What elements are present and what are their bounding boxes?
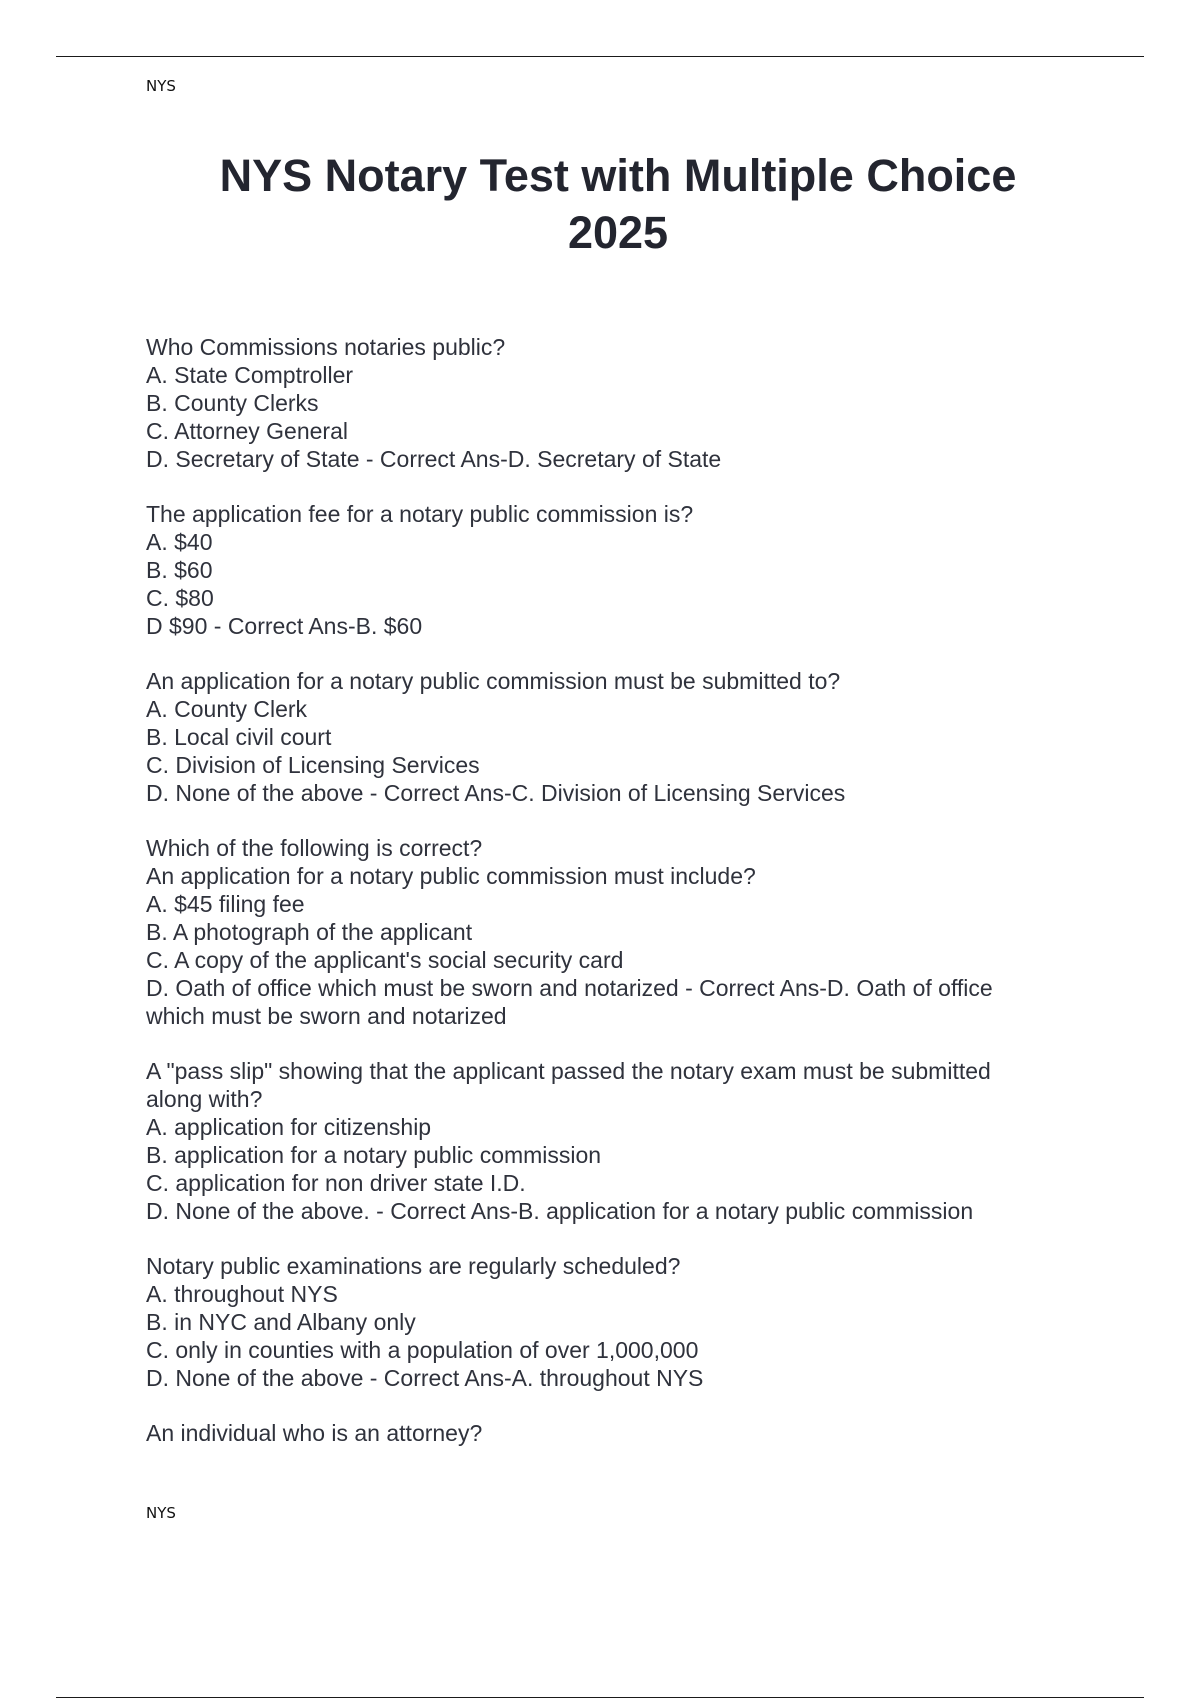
page-footer: NYS <box>146 1504 176 1522</box>
answer-continuation: which must be sworn and notarized <box>146 1003 507 1029</box>
answer-option: A. $40 <box>146 529 213 555</box>
question-block-5 <box>146 1057 1076 1225</box>
page-title-line-2: 2025 <box>567 207 669 258</box>
answer-option: B. in NYC and Albany only <box>146 1309 416 1335</box>
question-block-4 <box>146 834 1076 1030</box>
answer-option-with-correct-answer: D. Oath of office which must be sworn and notarized - Correct Ans-D. Oath of office <box>146 975 993 1001</box>
question-line: An individual who is an attorney? <box>146 1420 483 1446</box>
answer-option: A. $45 filing fee <box>146 891 305 917</box>
answer-option: C. Division of Licensing Services <box>146 752 480 778</box>
question-block-3 <box>146 667 1076 807</box>
question-line: Notary public examinations are regularly scheduled? <box>146 1253 681 1279</box>
question-line: along with? <box>146 1086 263 1112</box>
question-block-2 <box>146 500 1076 640</box>
answer-option: B. application for a notary public commission <box>146 1142 602 1168</box>
question-line: Who Commissions notaries public? <box>146 334 506 360</box>
answer-option: B. Local civil court <box>146 724 332 750</box>
answer-option: A. State Comptroller <box>146 362 354 388</box>
answer-option: C. $80 <box>146 585 214 611</box>
answer-option-with-correct-answer: D $90 - Correct Ans-B. $60 <box>146 613 423 639</box>
question-line: An application for a notary public commission must be submitted to? <box>146 668 841 694</box>
top-rule <box>56 56 1144 57</box>
answer-option: A. throughout NYS <box>146 1281 338 1307</box>
answer-option-with-correct-answer: D. None of the above - Correct Ans-C. Division of Licensing Services <box>146 780 846 806</box>
answer-option: B. County Clerks <box>146 390 319 416</box>
question-block-7 <box>146 1419 1076 1447</box>
answer-option: B. A photograph of the applicant <box>146 919 473 945</box>
answer-option: C. A copy of the applicant's social security card <box>146 947 624 973</box>
question-line: Which of the following is correct? <box>146 835 483 861</box>
page-header: NYS <box>146 77 176 95</box>
answer-option: B. $60 <box>146 557 213 583</box>
question-line: A "pass slip" showing that the applicant passed the notary exam must be submitted <box>146 1058 991 1084</box>
answer-option: A. County Clerk <box>146 696 308 722</box>
answer-option: C. only in counties with a population of over 1,000,000 <box>146 1337 699 1363</box>
page-title-line-1: NYS Notary Test with Multiple Choice <box>219 150 1017 201</box>
question-line: An application for a notary public commission must include? <box>146 863 756 889</box>
answer-option-with-correct-answer: D. Secretary of State - Correct Ans-D. Secretary of State <box>146 446 722 472</box>
answer-option: C. application for non driver state I.D. <box>146 1170 526 1196</box>
question-block-1 <box>146 333 1076 473</box>
question-list <box>146 333 1076 1474</box>
answer-option-with-correct-answer: D. None of the above - Correct Ans-A. throughout NYS <box>146 1365 704 1391</box>
question-line: The application fee for a notary public commission is? <box>146 501 694 527</box>
page-title <box>146 147 1090 261</box>
answer-option-with-correct-answer: D. None of the above. - Correct Ans-B. application for a notary public commission <box>146 1198 974 1224</box>
answer-option: C. Attorney General <box>146 418 348 444</box>
bottom-rule <box>56 1697 1144 1698</box>
question-block-6 <box>146 1252 1076 1392</box>
answer-option: A. application for citizenship <box>146 1114 432 1140</box>
